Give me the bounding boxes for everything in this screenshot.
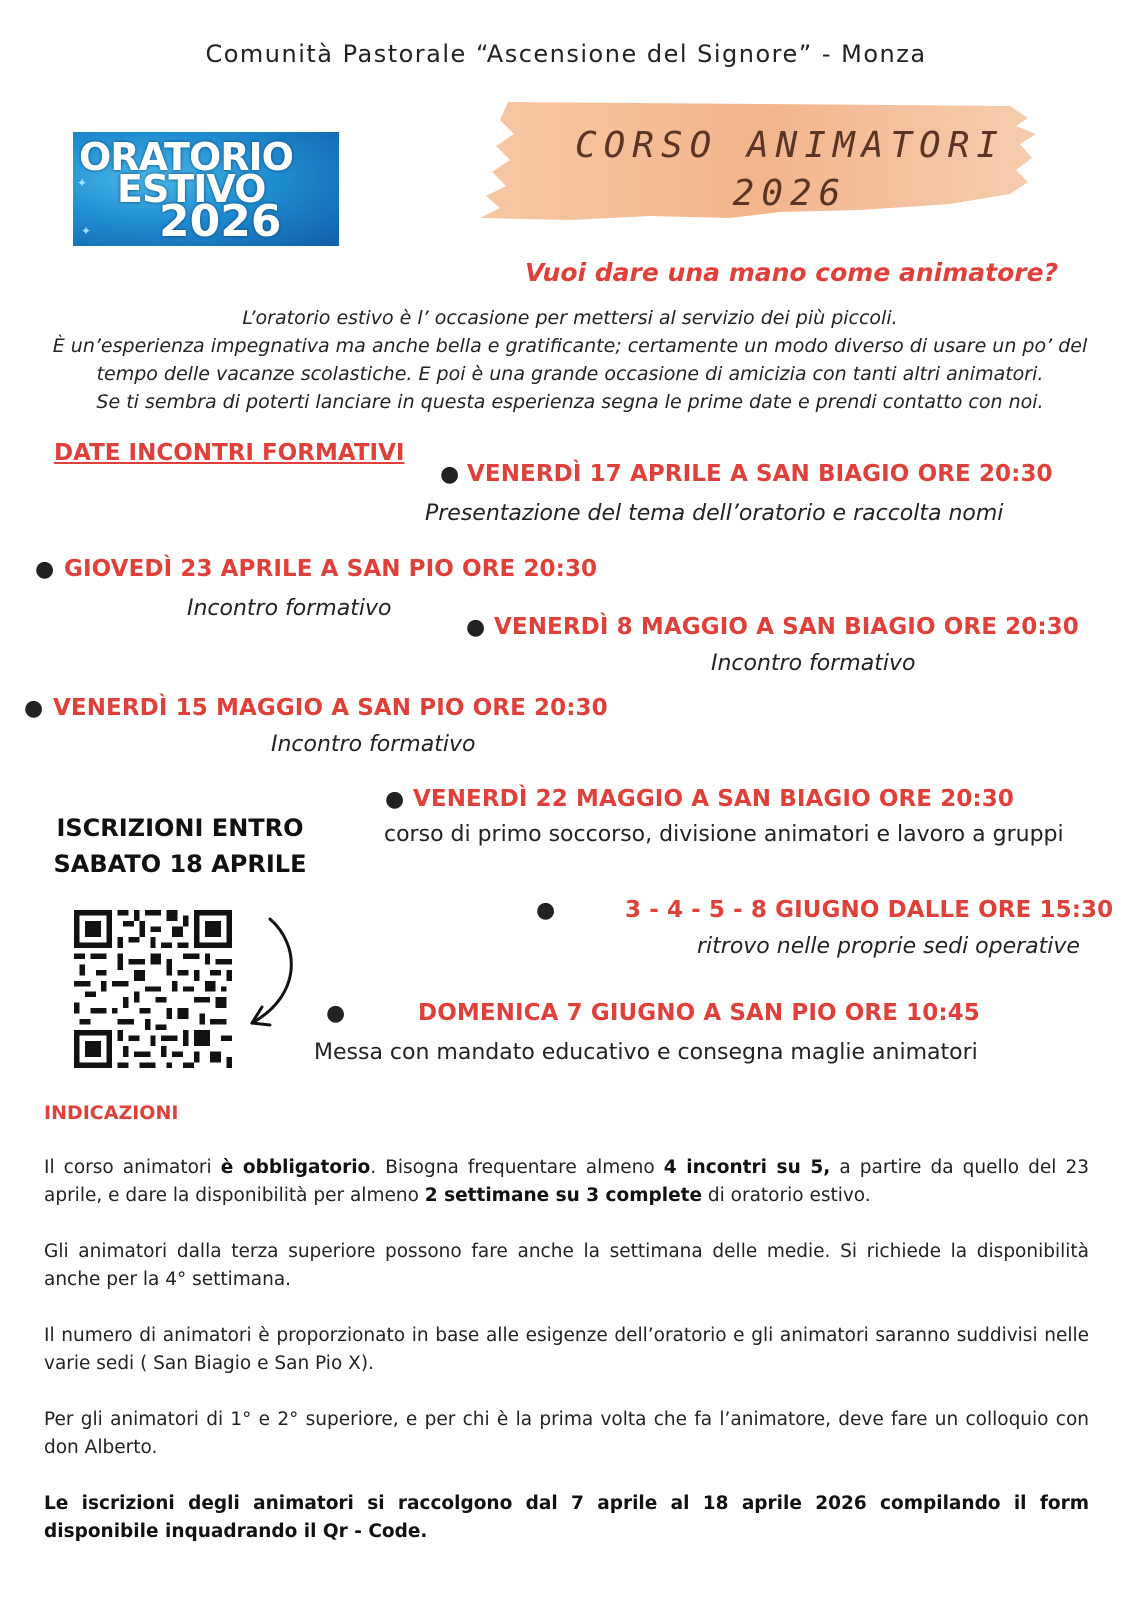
registration-deadline — [40, 810, 320, 882]
meeting-description: Incontro formativo — [187, 596, 392, 621]
bullet-icon: ● — [35, 557, 55, 582]
course-title-line-1: CORSO ANIMATORI — [574, 125, 1006, 166]
meeting-description: Messa con mandato educativo e consegna maglie animatori — [314, 1040, 978, 1065]
meeting-description: Presentazione del tema dell’oratorio e raccolta nomi — [425, 501, 1004, 526]
registration-line-1: ISCRIZIONI ENTRO — [56, 814, 304, 842]
meeting-description: corso di primo soccorso, divisione animatori e lavoro a gruppi — [384, 822, 1064, 847]
meeting-date: 3 - 4 - 5 - 8 GIUGNO DALLE ORE 15:30 — [625, 897, 1114, 923]
meeting-description: Incontro formativo — [711, 651, 916, 676]
text-span: Il corso animatori — [44, 1157, 221, 1178]
page-header-title: Comunità Pastorale “Ascensione del Signore” - Monza — [205, 40, 927, 68]
text-span: di oratorio estivo. — [702, 1185, 871, 1206]
course-title-line-2: 2026 — [732, 173, 848, 214]
indication-paragraph-3: Il numero di animatori è proporzionato in base alle esigenze dell’oratorio e gli animatori saranno suddivisi nelle varie sedi ( San Biagio e San Pio X). — [44, 1325, 1089, 1374]
text-span: a partire da quello del 23 aprile, e dare la disponibilità per almeno — [44, 1157, 1089, 1206]
meeting-date: VENERDÌ 17 APRILE A SAN BIAGIO ORE 20:30 — [467, 461, 1053, 487]
bullet-icon: ● — [440, 462, 460, 487]
bold-span: 4 incontri su 5, — [663, 1157, 831, 1178]
intro-line: Se ti sembra di poterti lanciare in questa esperienza segna le prime date e prendi contatto con noi. — [96, 391, 1044, 413]
meeting-description: Incontro formativo — [271, 732, 476, 757]
qr-code-icon — [74, 910, 232, 1068]
logo-line-2: ESTIVO — [117, 167, 266, 211]
indications-heading: INDICAZIONI — [44, 1102, 179, 1124]
meeting-date: VENERDÌ 22 MAGGIO A SAN BIAGIO ORE 20:30 — [413, 786, 1014, 812]
intro-line: È un’esperienza impegnativa ma anche bella e gratificante; certamente un modo diverso di usare un po’ del — [52, 335, 1088, 357]
headline-question: Vuoi dare una mano come animatore? — [525, 258, 1059, 287]
meeting-date: VENERDÌ 15 MAGGIO A SAN PIO ORE 20:30 — [53, 695, 608, 721]
intro-line: tempo delle vacanze scolastiche. E poi è una grande occasione di amicizia con tanti altri animatori. — [96, 363, 1044, 385]
dates-heading: DATE INCONTRI FORMATIVI — [54, 440, 405, 466]
meeting-description: ritrovo nelle proprie sedi operative — [697, 934, 1080, 959]
sparkle-icon: ✦ — [77, 176, 88, 190]
sparkle-icon: ✦ — [81, 224, 92, 238]
bullet-icon: ● — [24, 696, 44, 721]
meeting-date: DOMENICA 7 GIUGNO A SAN PIO ORE 10:45 — [418, 1000, 980, 1026]
bullet-icon: ● — [326, 1001, 346, 1026]
logo-line-3: 2026 — [159, 196, 282, 246]
intro-text — [40, 304, 1100, 416]
oratorio-estivo-logo — [73, 132, 339, 246]
meeting-date: GIOVEDÌ 23 APRILE A SAN PIO ORE 20:30 — [64, 556, 598, 582]
bullet-icon: ● — [385, 787, 405, 812]
bold-span: 2 settimane su 3 complete — [424, 1185, 703, 1206]
curved-arrow-icon — [240, 915, 310, 1045]
meeting-date: VENERDÌ 8 MAGGIO A SAN BIAGIO ORE 20:30 — [494, 614, 1079, 640]
bullet-icon: ● — [536, 898, 556, 923]
bold-span: è obbligatorio — [220, 1157, 371, 1178]
registration-line-2: SABATO 18 APRILE — [53, 850, 307, 878]
bullet-icon: ● — [466, 615, 486, 640]
indication-paragraph-5: Le iscrizioni degli animatori si raccolgono dal 7 aprile al 18 aprile 2026 compilando il form disponibile inquadrando il Qr - Code. — [44, 1493, 1089, 1542]
indication-paragraph-4: Per gli animatori di 1° e 2° superiore, e per chi è la prima volta che fa l’animatore, deve fare un colloquio con don Alberto. — [44, 1409, 1089, 1458]
intro-line: L’oratorio estivo è l’ occasione per mettersi al servizio dei più piccoli. — [242, 307, 898, 329]
logo-line-1: ORATORIO — [79, 135, 293, 179]
text-span: . Bisogna frequentare almeno — [370, 1157, 664, 1178]
course-title — [520, 122, 1060, 218]
indication-paragraph-1 — [44, 1154, 1089, 1210]
indication-paragraph-2: Gli animatori dalla terza superiore possono fare anche la settimana delle medie. Si richiede la disponibilità anche per la 4° settimana. — [44, 1241, 1089, 1290]
